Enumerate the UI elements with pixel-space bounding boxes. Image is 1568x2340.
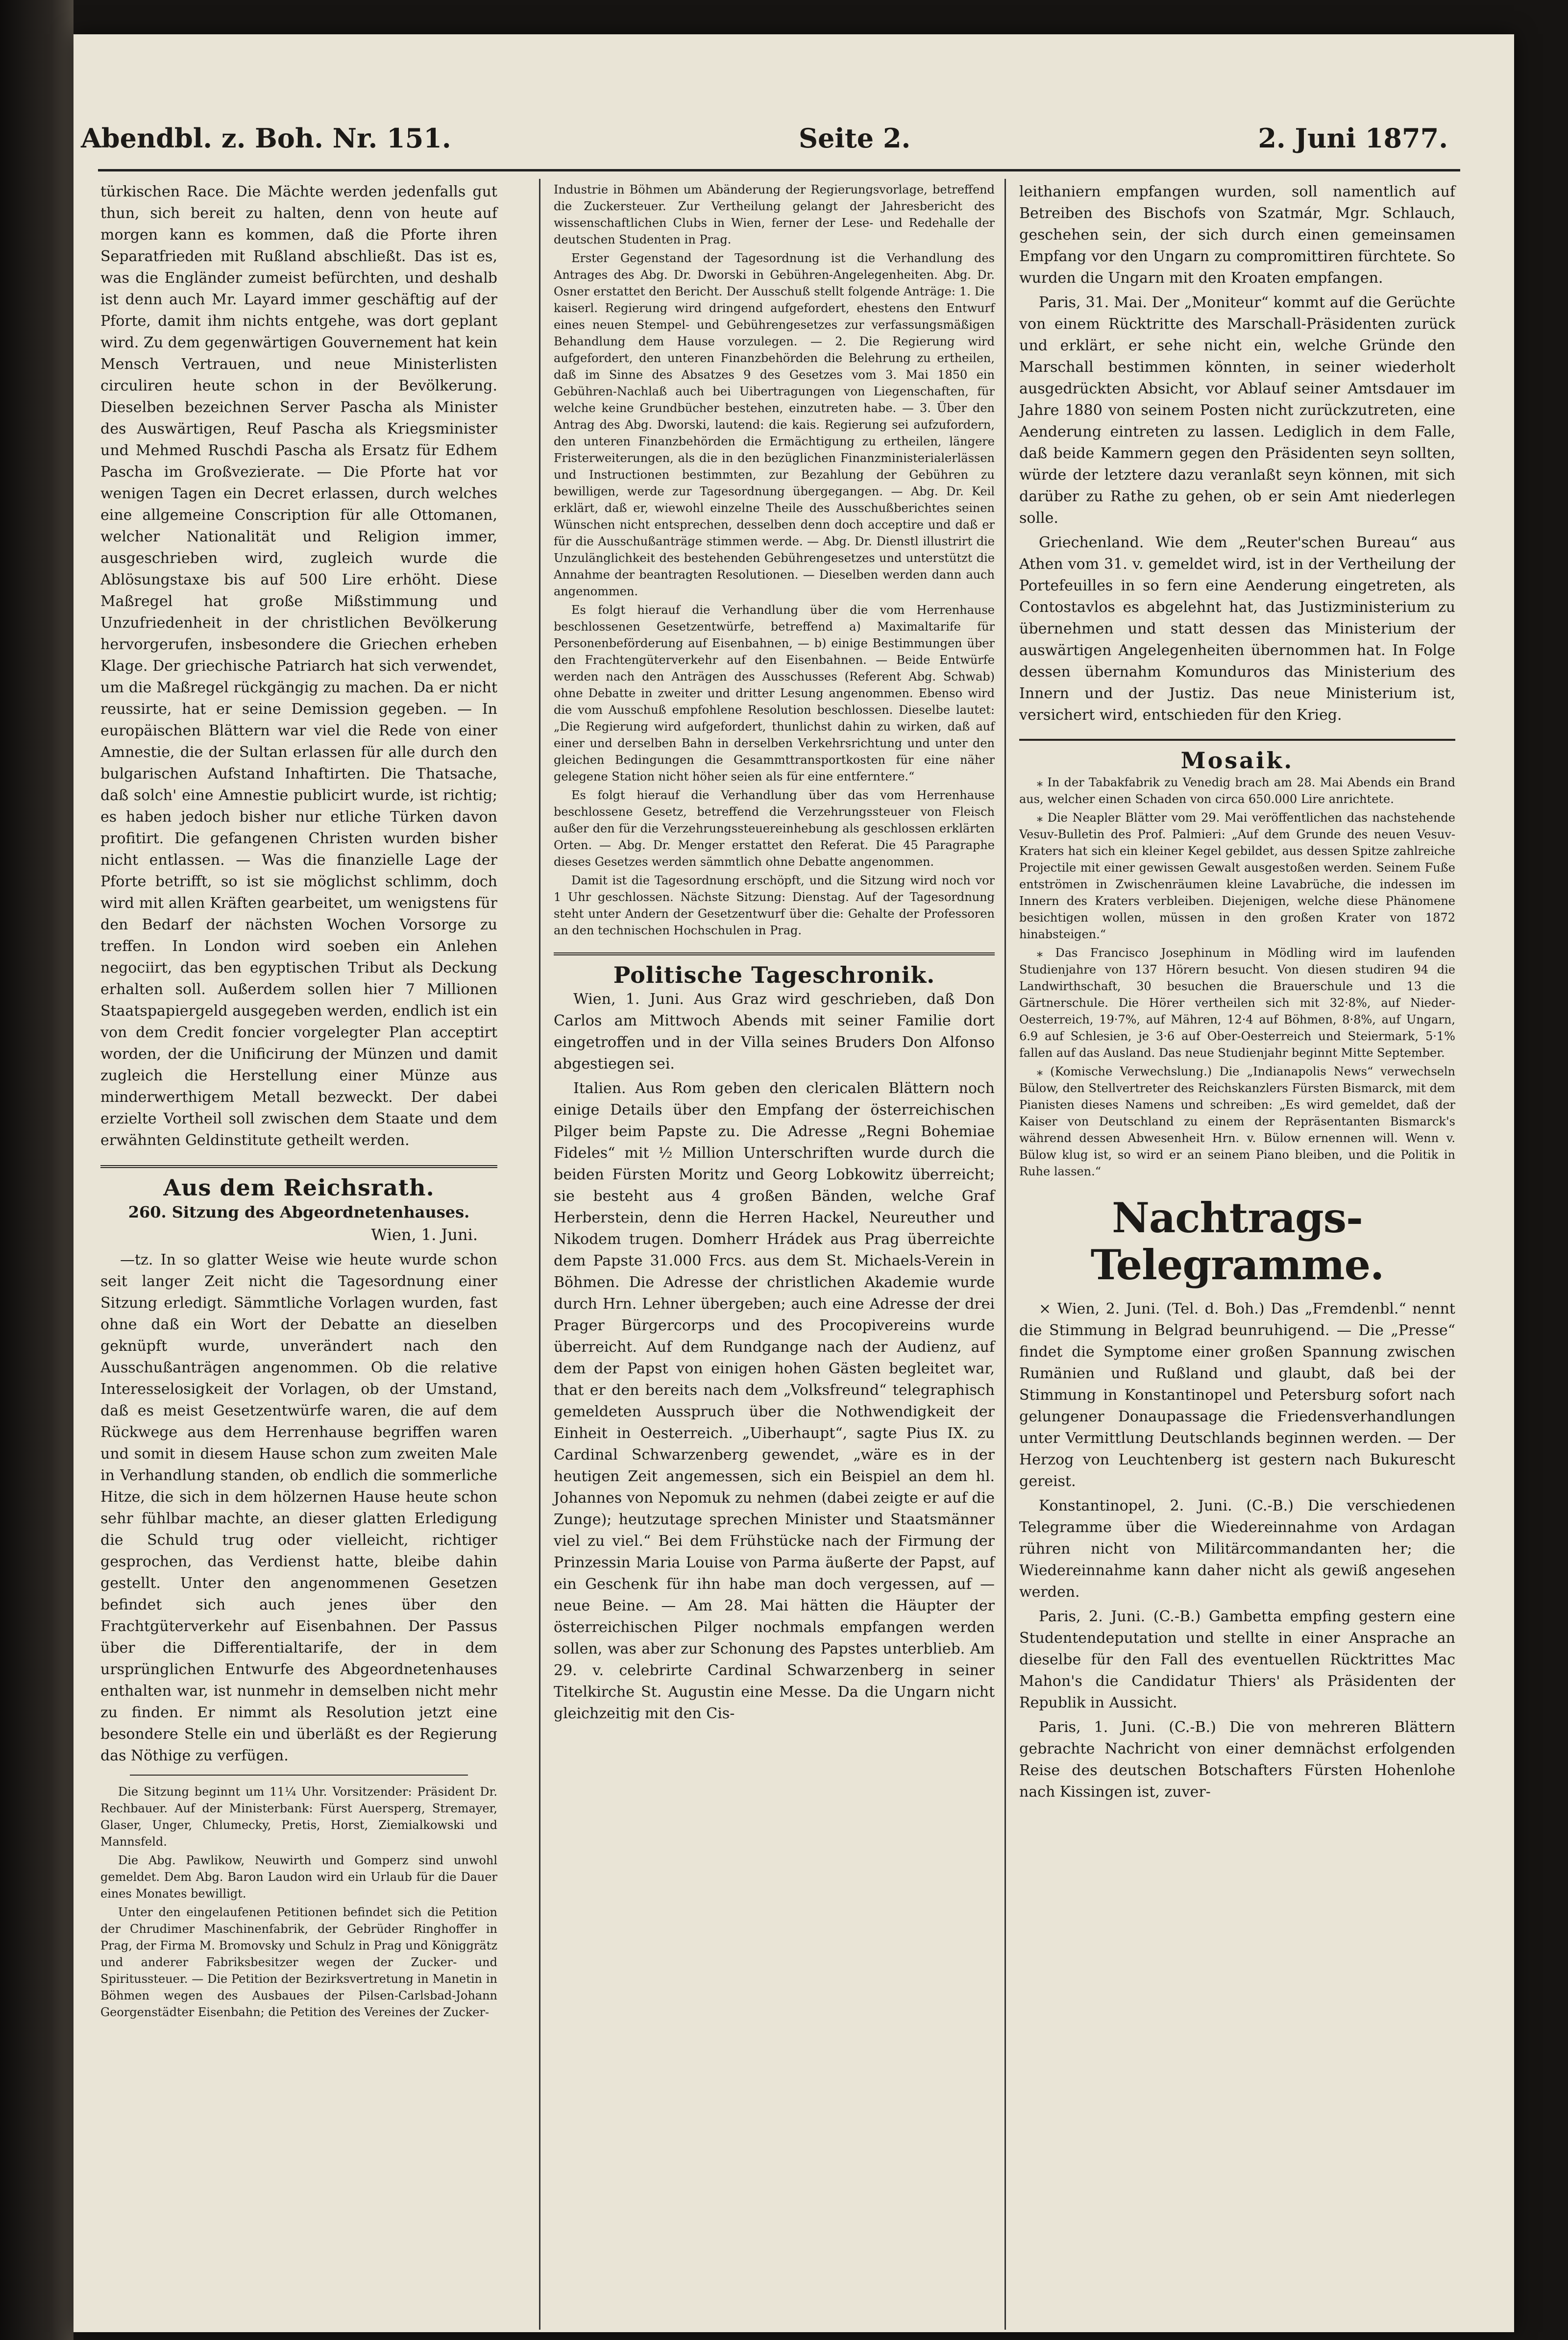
telegram-konstantinopel: Konstantinopel, 2. Juni. (C.-B.) Die verschiedenen Telegramme über die Wiedereinnahme von Ardagan rühren nicht von Militärcommandanten her; die Wiedereinnahme kann daher nicht als gewiß angesehen werden. [1019,1497,1455,1601]
session-note-2: Die Abg. Pawlikow, Neuwirth und Gomperz sind unwohl gemeldet. Dem Abg. Baron Laudon wird ein Urlaub für die Dauer eines Monates bewilligt. [100,1853,497,1901]
chronik-italien: Italien. Aus Rom geben den clericalen Blättern noch einige Details über den Empfang der österreichischen Pilger beim Papste zu. Die Adresse „Regni Bohemiae Fideles“ mit ½ Million Unterschriften wurde durch die beiden Fürsten Moritz und Georg Lobkowitz überreicht; sie besteht aus 4 großen Bänden, welche Graf Herberstein, denn die Herren Hackel, Neureuther und Nikodem trugen. Domherr Hrádek aus Prag überreichte dem Papste 31.000 Frcs. aus dem St. Michaels-Verein in Böhmen. Die Adresse der christlichen Akademie wurde durch Hrn. Lehner übergeben; auch eine Adresse der drei Prager Bürgercorps und des Procopivereins wurde überreicht. Auf dem Rundgange nach der Audienz, auf dem der Papst von einigen hohen Gästen begleitet war, that er den bereits nach dem „Volksfreund“ telegraphisch gemeldeten Ausspruch über die Nothwendigkeit der Einheit in Oesterreich. „Uiberhaupt“, sagte Pius IX. zu Cardinal Schwarzenberg gewendet, „wäre es in der heutigen Zeit angemessen, sich ein Beispiel an dem hl. Johannes von Nepomuk zu nehmen (dabei zeigte er auf die Zunge); heutzutage sprechen Minister und Staatsmänner viel zu viel.“ Bei dem Frühstücke nach der Firmung der Prinzessin Maria Louise von Parma äußerte der Papst, auf ein Geschenk für ihn habe man doch vergessen, auf — neue Beine. — Am 28. Mai hätten die Häupter der österreichischen Pilger nochmals empfangen werden sollen, was aber zur Schonung des Papstes unterblieb. Am 29. v. celebrirte Cardinal Schwarzenberg in seiner Titelkirche St. Augustin eine Messe. Da die Ungarn nicht gleichzeitig mit den Cis- [554,1080,995,1722]
session-continued [554,181,995,939]
chronik-griechenland: Griechenland. Wie dem „Reuter'schen Bureau“ aus Athen vom 31. v. gemeldet wird, ist in der Vertheilung der Portefeuilles in so fern eine Aenderung eingetreten, als Contostavlos es abgelehnt hat, das Justizministerium zu übernehmen und statt dessen das Ministerium der auswärtigen Angelegenheiten übernommen hat. In Folge dessen übernahm Komunduros das Ministerium des Innern und der Justiz. Das neue Ministerium ist, versichert wird, entschieden für den Krieg. [1019,534,1455,724]
header-page-number: Seite 2. [799,122,911,154]
telegram-paris-1: Paris, 2. Juni. (C.-B.) Gambetta empfing gestern eine Studentendeputation und stellte in einer Ansprache an dieselbe für den Fall des eventuellen Rücktrittes Mac Mahon's die Candidatur Thiers' als Präsidenten der Republik in Aussicht. [1019,1608,1455,1711]
reichsrath-report: —tz. In so glatter Weise wie heute wurde schon seit langer Zeit nicht die Tagesordnung einer Sitzung erledigt. Sämmtliche Vorlagen wurden, fast ohne daß ein Wort der Debatte an dieselben geknüpft wurde, unverändert nach den Ausschußanträgen angenommen. Ob die relative Interesselosigkeit der Vorlagen, ob der Umstand, daß es meist Gesetzentwürfe waren, die auf dem Rückwege aus dem Herrenhause begriffen waren und somit in diesem Hause schon zum zweiten Male in Verhandlung standen, ob endlich die sommerliche Hitze, die sich in dem hölzernen Hause heute schon sehr fühlbar machte, an dieser glatten Erledigung die Schuld trug oder vielleicht, richtiger gesprochen, das Verdienst hatte, bleibe dahin gestellt. Unter den angenommenen Gesetzen befindet sich auch jenes über den Frachtgüterverkehr auf Eisenbahnen. Der Passus über die Differentialtarife, der in dem ursprünglichen Entwurfe des Abgeordnetenhauses enthalten war, ist nunmehr in demselben nicht mehr zu finden. Er nimmt als Resolution jetzt eine besondere Stelle ein und überläßt es der Regierung das Nöthige zu verfügen. [100,1251,497,1764]
mosaik-item: ⁎ Die Neapler Blätter vom 29. Mai veröffentlichen das nachstehende Vesuv-Bulletin des Prof. Palmieri: „Auf dem Grunde des neuen Vesuv-Kraters hat sich ein kleiner Kegel gebildet, aus dessen Spitze zahlreiche Projectile mit einer gewissen Gewalt ausgestoßen werden. Seinem Fuße entströmen in Zwischenräumen kleine Lavabrüche, die indessen im Innern des Kraters verbleiben. Diejenigen, welche diese Phänomene besichtigen wollen, müssen in den großen Krater von 1872 hinabsteigen.“ [1019,811,1455,941]
column-3 [1019,181,1455,1806]
telegram-wien: × Wien, 2. Juni. (Tel. d. Boh.) Das „Fremdenbl.“ nennt die Stimmung in Belgrad beunruhigend. — Die „Presse“ findet die Symptome einer großen Spannung zwischen Rumänien und Rußland und glaubt, daß bei der Stimmung in Konstantinopel und Petersburg sofort nach gelungener Donaupassage die Friedensverhandlungen unter Vermittlung Deutschlands beginnen werden. — Der Herzog von Leuchtenberg ist gestern nach Bukurescht gereist. [1019,1300,1455,1490]
session-note-3: Unter den eingelaufenen Petitionen befindet sich die Petition der Chrudimer Maschinenfabrik, der Gebrüder Ringhoffer in Prag, der Firma M. Bromovsky und Schulz in Prag und Königgrätz und anderer Fabriksbesitzer wegen der Zucker- und Spiritussteuer. — Die Petition der Bezirksvertretung in Manetin in Böhmen wegen des Ausbaues der Pilsen-Carlsbad-Johann Georgenstädter Eisenbahn; die Petition des Vereines der Zucker- [100,1905,497,2019]
mosaik-title: Mosaik. [1180,747,1294,774]
sitzung-subtitle: 260. Sitzung des Abgeordnetenhauses. [128,1203,470,1221]
chronik-italien-cont: leithaniern empfangen wurden, soll namentlich auf Betreiben des Bischofs von Szatmár, Mgr. Schlauch, geschehen sein, der sich durch einen gemeinsamen Empfang vor den Ungarn zu compromittiren fürchtete. So wurden die Ungarn mit den Kroaten empfangen. [1019,183,1455,287]
section-rule [1019,739,1455,741]
reichsrath-title: Aus dem Reichsrath. [163,1174,435,1201]
header-rule [98,169,1460,171]
session-note-8: Damit ist die Tagesordnung erschöpft, und die Sitzung wird noch vor 1 Uhr geschlossen. Nächste Sitzung: Dienstag. Auf der Tagesordnung steht unter Andern der Gesetzentwurf über die: Gehalte der Professoren an den technischen Hochschulen in Prag. [554,874,995,937]
column-2 [554,181,995,1728]
page-header [81,122,1448,162]
telegram-paris-2: Paris, 1. Juni. (C.-B.) Die von mehreren Blättern gebrachte Nachricht von einer demnächst erfolgenden Reise des deutschen Botschafters Fürsten Hohenlohe nach Kissingen ist, zuver- [1019,1719,1455,1801]
chronik-wien: Wien, 1. Juni. Aus Graz wird geschrieben, daß Don Carlos am Mittwoch Abends mit seiner Familie dort eingetroffen und in der Villa seines Bruders Don Alfonso abgestiegen sei. [554,991,995,1072]
chronik-paris: Paris, 31. Mai. Der „Moniteur“ kommt auf die Gerüchte von einem Rücktritte des Marschall-Präsidenten zurück und erklärt, er sehe nicht ein, welche Gründe den Marschall bestimmen könnten, in seiner wiederholt ausgedrückten Absicht, vor Ablauf seiner Amtsdauer im Jahre 1880 von seinem Posten nicht zurückzutreten, eine Aenderung eintreten zu lassen. Lediglich in dem Falle, daß beide Kammern gegen den Präsidenten seyn sollten, würde der letztere dazu veranlaßt seyn können, mit sich darüber zu Rathe zu gehen, ob er sein Amt niederlegen solle. [1019,294,1455,527]
header-date: 2. Juni 1877. [1258,122,1448,154]
session-note-5: Erster Gegenstand der Tagesordnung ist die Verhandlung des Antrages des Abg. Dr. Dworski in Gebühren-Angelegenheiten. Abg. Dr. Osner erstattet den Bericht. Der Ausschuß stellt folgende Anträge: 1. Die kaiserl. Regierung wird dringend aufgefordert, ehestens den Entwurf eines neuen Stempel- und Gebührengesetzes zur verfassungsmäßigen Behandlung dem Hause vorzulegen. — 2. Die Regierung wird aufgefordert, den unteren Finanzbehörden die Belehrung zu ertheilen, daß im Sinne des Absatzes 9 des Gesetzes vom 3. Mai 1850 ein Gebühren-Nachlaß auch bei Uibertragungen von Liegenschaften, für welche keine Grundbücher bestehen, einzutreten habe. — 3. Über den Antrag des Abg. Dworski, lautend: die kais. Regierung sei aufzufordern, den unteren Finanzbehörden die Ermächtigung zu ertheilen, längere Fristerweiterungen, als die in den bezüglichen Finanzministerialerlässen und Instructionen bestimmten, zur Bezahlung der Gebühren zu bewilligen, werde zur Tagesordnung übergegangen. — Abg. Dr. Keil erklärt, daß er, wiewohl einzelne Theile des Ausschußberichtes seinen Wünschen nicht entsprechen, desselben denn doch acceptire und daß er für die Ausschußanträge stimmen werde. — Abg. Dr. Dienstl illustrirt die Unzulänglichkeit des bestehenden Gebührengesetzes und unterstützt die Annahme der beantragten Resolutionen. — Dieselben werden dann auch angenommen. [554,251,995,598]
session-note-7: Es folgt hierauf die Verhandlung über das vom Herrenhause beschlossene Gesetz, betreffend die Verzehrungssteuer von Fleisch außer den für die Verzehrungssteuereinhebung als geschlossen erklärten Orten. — Abg. Dr. Menger erstattet den Referat. Die 45 Paragraphe dieses Gesetzes werden sämmtlich ohne Debatte angenommen. [554,788,995,869]
session-note-1: Die Sitzung beginnt um 11¼ Uhr. Vorsitzender: Präsident Dr. Rechbauer. Auf der Ministerbank: Fürst Auersperg, Stremayer, Glaser, Unger, Chlumecky, Pretis, Horst, Ziemialkowski und Mannsfeld. [100,1785,497,1849]
telegramme-title: Nachtrags-Telegramme. [1090,1194,1384,1289]
section-rule [100,1165,497,1168]
mosaik-items [1019,774,1455,1180]
column-divider-2 [1004,179,1006,2330]
book-binding-edge [0,0,74,2340]
mosaik-item: ⁎ Das Francisco Josephinum in Mödling wird im laufenden Studienjahre von 137 Hörern besucht. Von diesen studiren 94 die Landwirthschaft, 30 besuchen die Brauerschule und 13 die Gärtnerschule. Die Hörer vertheilen sich mit 32·8%, auf Nieder-Oesterreich, 19·7%, auf Mähren, 12·4 auf Böhmen, 8·8%, auf Ungarn, 6.9 auf Schlesien, je 3·6 auf Ober-Oesterreich und Steiermark, 5·1% fallen auf das Ausland. Das neue Studienjahr beginnt Mitte September. [1019,946,1455,1060]
mosaik-item: ⁎ (Komische Verwechslung.) Die „Indianapolis News“ verwechseln Bülow, den Stellvertreter des Reichskanzlers Fürsten Bismarck, mit dem Pianisten dieses Namens und schreiben: „Es wird gemeldet, daß der Kaiser von Deutschland zu einem der Repräsentanten Bismarck's während dessen Abwesenheit Hrn. v. Bülow ernennen will. Wenn v. Bülow klug ist, so wird er an seinem Piano bleiben, und die Politik in Ruhe lassen.“ [1019,1065,1455,1178]
session-note-4: Industrie in Böhmen um Abänderung der Regierungsvorlage, betreffend die Zuckersteuer. Zur Vertheilung gelangt der Jahresbericht des wissenschaftlichen Clubs in Wien, ferner der Lese- und Redehalle der deutschen Studenten in Prag. [554,183,995,246]
section-rule [554,952,995,955]
short-rule [130,1775,468,1776]
column-divider-1 [539,179,540,2330]
session-note-6: Es folgt hierauf die Verhandlung über die vom Herrenhause beschlossenen Gesetzentwürfe, betreffend a) Maximaltarife für Personenbeförderung auf Eisenbahnen, — b) einige Bestimmungen über den Frachtengüterverkehr auf den Eisenbahnen. — Beide Entwürfe werden nach den Anträgen des Ausschusses (Referent Abg. Schwab) ohne Debatte in zweiter und dritter Lesung angenommen. Ebenso wird die vom Ausschuß empfohlene Resolution beschlossen. Dieselbe lautet: „Die Regierung wird aufgefordert, thunlichst dahin zu wirken, daß auf einer und derselben Bahn in derselben Verkehrsrichtung und unter den gleichen Bedingungen die Gesammttransportkosten für eine näher gelegene Station nicht höher seien als für eine entferntere.“ [554,603,995,783]
header-issue: Abendbl. z. Boh. Nr. 151. [81,122,451,154]
mosaik-item: ⁎ In der Tabakfabrik zu Venedig brach am 28. Mai Abends ein Brand aus, welcher einen Schaden von circa 650.000 Lire anrichtete. [1019,776,1455,806]
column-1 [100,181,497,2023]
reichsrath-dateline: Wien, 1. Juni. [371,1225,478,1244]
article-turkey: türkischen Race. Die Mächte werden jedenfalls gut thun, sich bereit zu halten, denn von heute auf morgen kann es kommen, daß die Pforte ihren Separatfrieden mit Rußland abschließt. Das ist es, was die Engländer zumeist befürchten, und deshalb ist denn auch Mr. Layard immer geschäftig auf der Pforte, damit ihm nichts entgehe, was dort geplant wird. Zu dem gegenwärtigen Gouvernement hat kein Mensch Vertrauen, und neue Ministerlisten circuliren heute schon in der Bevölkerung. Dieselben bezeichnen Server Pascha als Minister des Auswärtigen, Reuf Pascha als Kriegsminister und Mehmed Ruschdi Pascha als Ersatz für Edhem Pascha im Großvezierate. — Die Pforte hat vor wenigen Tagen ein Decret erlassen, durch welches eine allgemeine Conscription für alle Ottomanen, welcher Nationalität und Religion immer, ausgeschrieben wird, zugleich wurde die Ablösungstaxe bis auf 500 Lire erhöht. Diese Maßregel hat große Mißstimmung und Unzufriedenheit in der christlichen Bevölkerung hervorgerufen, insbesondere die Griechen erheben Klage. Der griechische Patriarch hat sich verwendet, um die Maßregel rückgängig zu machen. Da er nicht reussirte, hat er seine Demission gegeben. — In europäischen Blättern war viel die Rede von einer Amnestie, die der Sultan erlassen für alle durch den bulgarischen Aufstand Inhaftirten. Die Thatsache, daß solch' eine Amnestie publicirt wurde, ist richtig; es haben jedoch bisher nur etliche Türken davon profitirt. Die gefangenen Christen wurden bisher nicht entlassen. — Was die finanzielle Lage der Pforte betrifft, so ist sie möglichst schlimm, doch wird mit allen Kräften gearbeitet, um wenigstens für den Bedarf der nächsten Wochen Vorsorge zu treffen. In London wird soeben ein Anlehen negociirt, das ben egyptischen Tribut als Deckung erhalten soll. Außerdem sollen hier 7 Millionen Staatspapiergeld ausgegeben werden, endlich ist ein von dem Credit foncier vorgelegter Plan acceptirt worden, der die Unificirung der Münzen und damit zugleich die Herstellung einer Münze aus minderwerthigem Metall bezweckt. Der dabei erzielte Vortheil soll zwischen dem Staate und dem erwähnten Geldinstitute getheilt werden. [100,183,497,1149]
tageschronik-title: Politische Tageschronik. [613,962,935,988]
session-notes [100,1783,497,2021]
